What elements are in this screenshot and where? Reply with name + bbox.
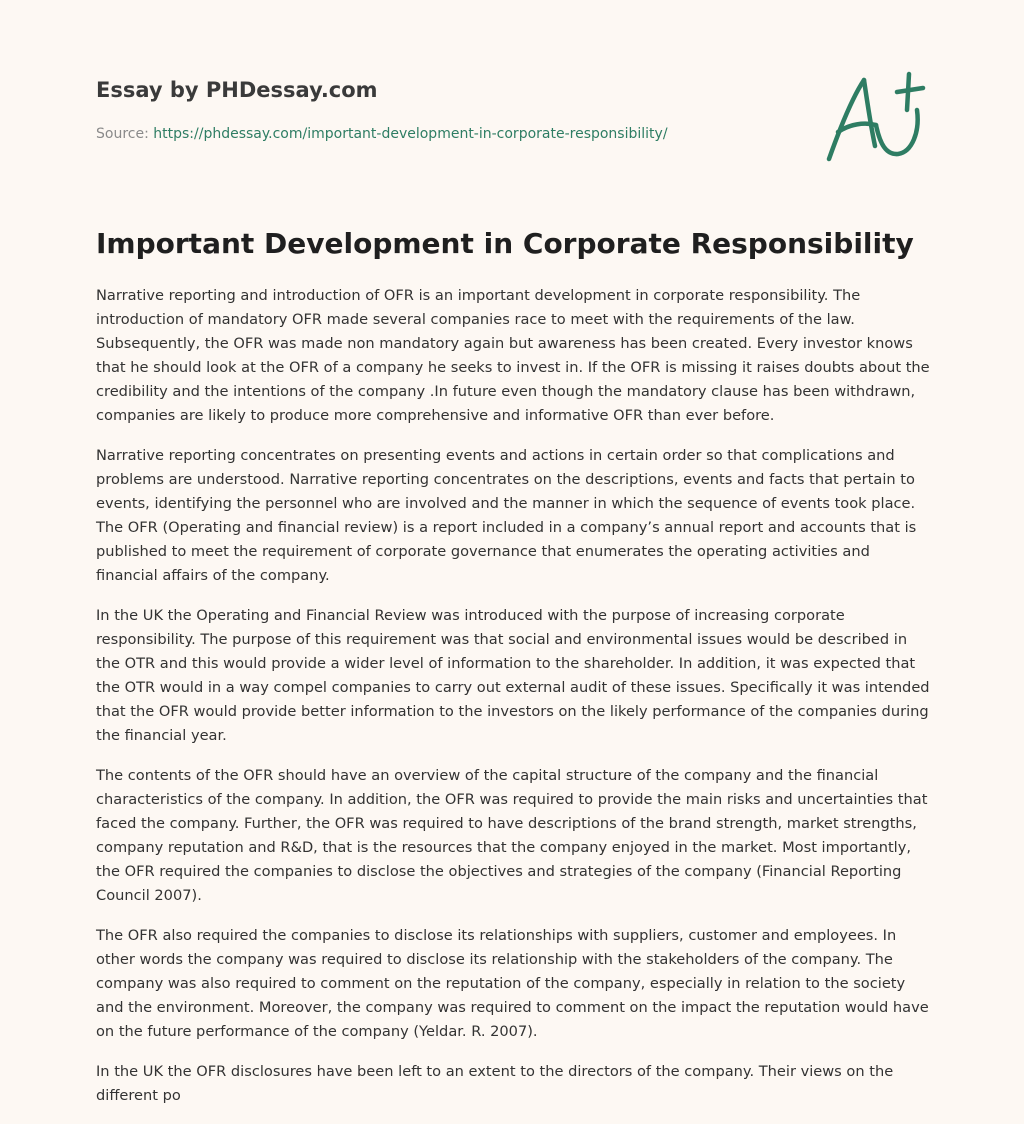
essay-title: Important Development in Corporate Responsibility: [96, 227, 914, 260]
essay-paragraph: Narrative reporting concentrates on presenting events and actions in certain order so that complications and problems are understood. Narrative reporting concentrates on the descriptions, events and facts that pertain to events, identifying the personnel who are involved and the manner in which the sequence of events took place. The OFR (Operating and financial review) is a report included in a company’s annual report and accounts that is published to meet the requirement of corporate governance that enumerates the operating activities and financial affairs of the company.: [96, 447, 917, 584]
source-label: Source:: [96, 126, 154, 142]
essay-paragraph: Narrative reporting and introduction of OFR is an important development in corporate responsibility. The introduction of mandatory OFR made several companies race to meet with the requirements of the law. Subsequently, the OFR was made non mandatory again but awareness has been created. Every investor knows that he should look at the OFR of a company he seeks to invest in. If the OFR is missing it raises doubts about the credibility and the intentions of the company .In future even though the mandatory clause has been withdrawn, companies are likely to produce more comprehensive and informative OFR than ever before.: [96, 287, 930, 424]
essay-header: [96, 76, 816, 144]
site-title: Essay by PHDessay.com: [96, 78, 378, 102]
essay-paragraph: The OFR also required the companies to disclose its relationships with suppliers, customer and employees. In other words the company was required to disclose its relationship with the stakeholders of the company. The company was also required to comment on the reputation of the company, especially in relation to the society and the environment. Moreover, the company was required to comment on the impact the reputation would have on the future performance of the company (Yeldar. R. 2007).: [96, 927, 929, 1040]
source-line: [96, 124, 816, 144]
a-plus-logo-icon: [820, 66, 930, 166]
essay-paragraph: In the UK the Operating and Financial Review was introduced with the purpose of increasing corporate responsibility. The purpose of this requirement was that social and environmental issues would be described in the OTR and this would provide a wider level of information to the shareholder. In addition, it was expected that the OTR would in a way compel companies to carry out external audit of these issues. Specifically it was intended that the OFR would provide better information to the investors on the likely performance of the companies during the financial year.: [96, 607, 930, 744]
essay-body: [96, 284, 932, 1124]
essay-paragraph: In the UK the OFR disclosures have been left to an extent to the directors of the company. Their views on the different po: [96, 1063, 894, 1104]
source-link[interactable]: https://phdessay.com/important-development-in-corporate-responsibility/: [153, 126, 668, 142]
essay-paragraph: The contents of the OFR should have an overview of the capital structure of the company and the financial characteristics of the company. In addition, the OFR was required to provide the main risks and uncertainties that faced the company. Further, the OFR was required to have descriptions of the brand strength, market strengths, company reputation and R&D, that is the resources that the company enjoyed in the market. Most importantly, the OFR required the companies to disclose the objectives and strategies of the company (Financial Reporting Council 2007).: [96, 767, 928, 904]
